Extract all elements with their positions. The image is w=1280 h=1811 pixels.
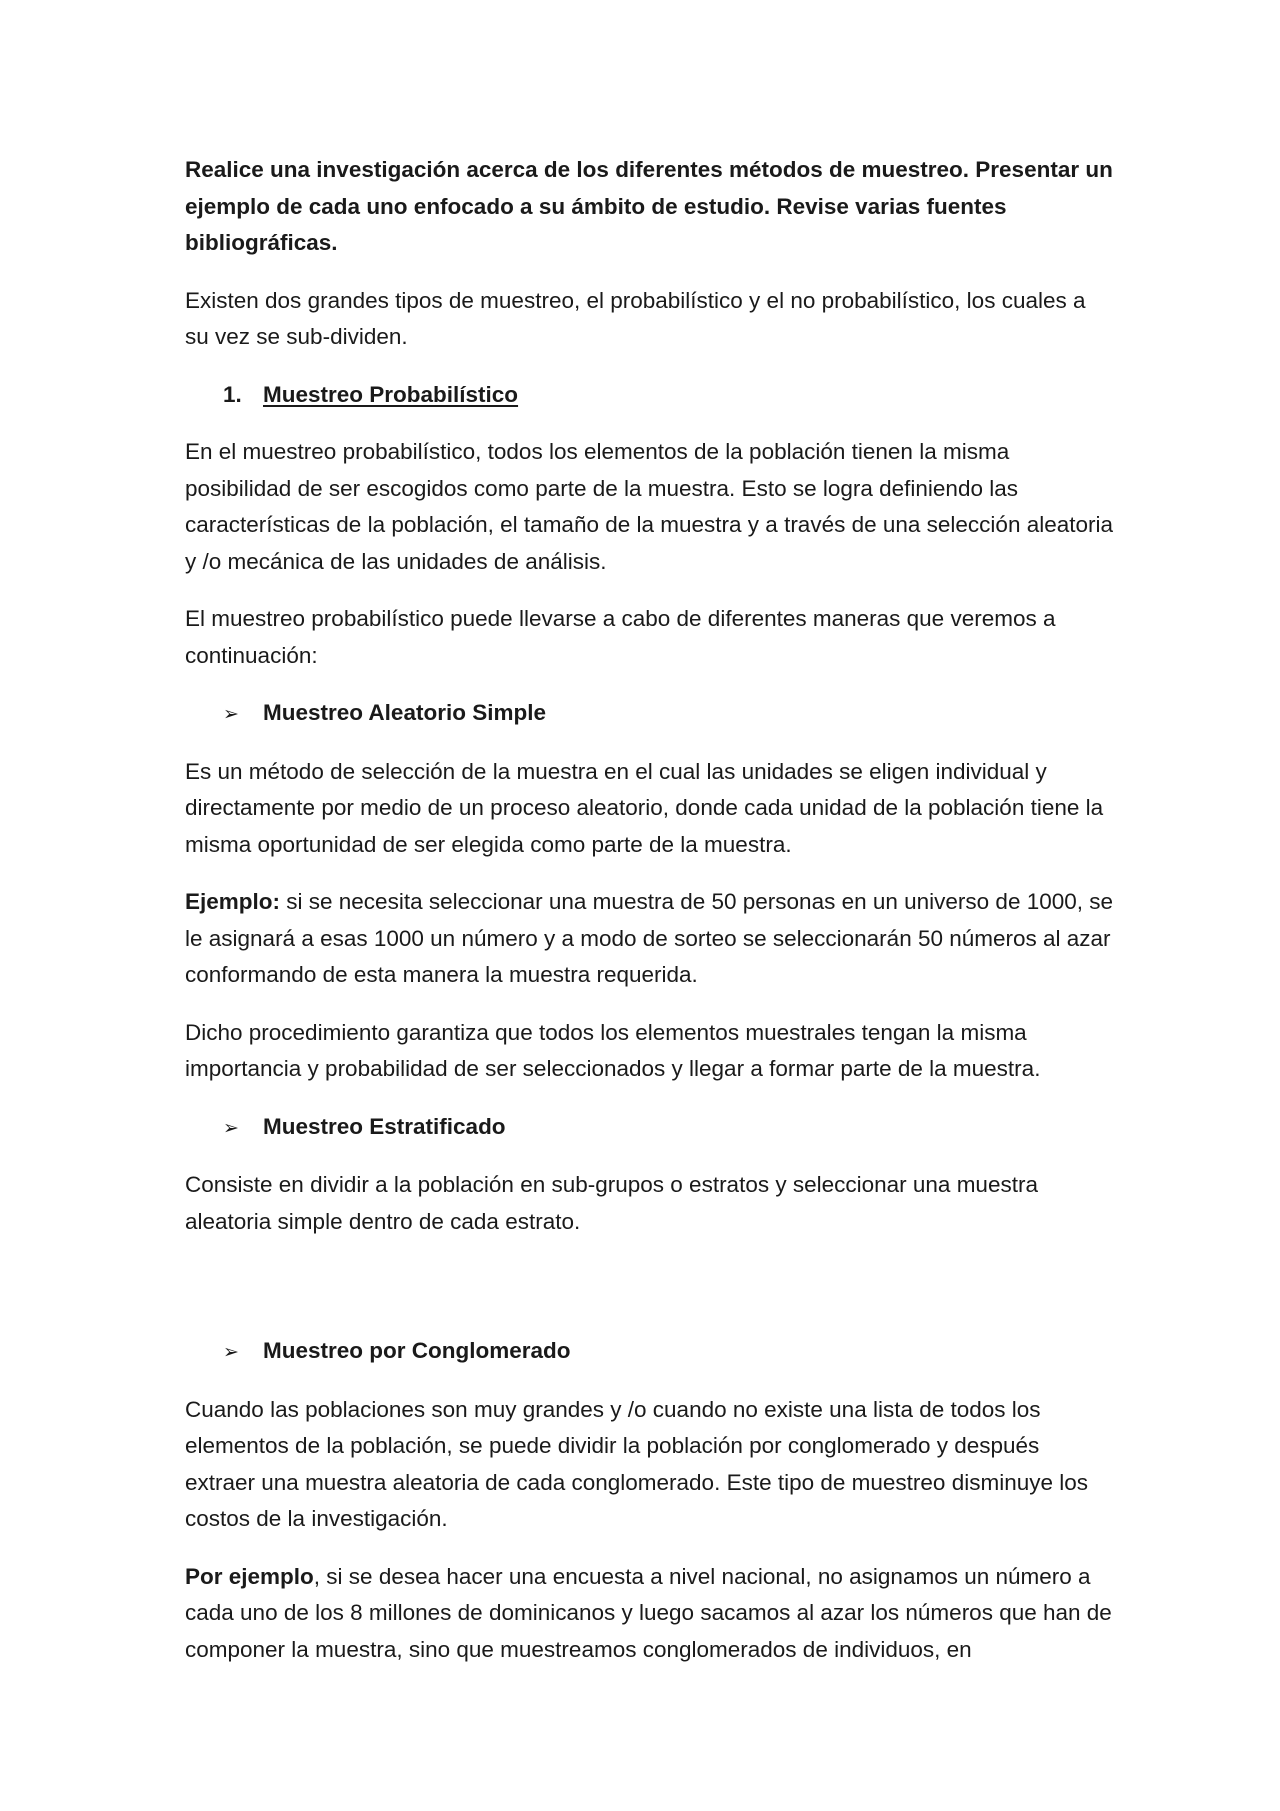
- paragraph-simple-random-definition: Es un método de selección de la muestra en el cual las unidades se eligen individual y directamente por medio de un proceso aleatorio, donde cada unidad de la población tiene la misma oportunidad de ser elegida como parte de la muestra.: [185, 758, 1104, 857]
- paragraph-probabilistic-ways: El muestreo probabilístico puede llevarse a cabo de diferentes maneras que veremos a continuación:: [185, 606, 1056, 668]
- bullet-label: Muestreo por Conglomerado: [263, 1338, 571, 1363]
- document-body: [185, 152, 1115, 1689]
- example-text: , si se desea hacer una encuesta a nivel nacional, no asignamos un número a cada uno de los 8 millones de dominicanos y luego sacamos al azar los números que han de componer la muestra, sino que muestreamos conglomerados de individuos, en: [185, 1563, 1112, 1662]
- arrow-bullet-icon: ➢: [223, 1116, 239, 1139]
- paragraph-example-simple: [185, 884, 1115, 994]
- example-label: Ejemplo:: [185, 889, 281, 914]
- paragraph-cluster-definition: Cuando las poblaciones son muy grandes y /o cuando no existe una lista de todos los elementos de la población, se puede dividir la población por conglomerado y después extraer una muestra aleatoria de cada conglomerado. Este tipo de muestreo disminuye los costos de la investigación.: [185, 1396, 1088, 1531]
- example-text: si se necesita seleccionar una muestra de 50 personas en un universo de 1000, se le asignará a esas 1000 un número y a modo de sorteo se seleccionarán 50 números al azar conformando de esta manera la muestra requerida.: [185, 889, 1114, 987]
- heading-title: Muestreo Probabilístico: [263, 381, 519, 407]
- paragraph-sampling-types: Existen dos grandes tipos de muestreo, el probabilístico y el no probabilístico, los cuales a su vez se sub-dividen.: [185, 287, 1086, 349]
- bullet-stratified: [223, 1109, 1115, 1147]
- arrow-bullet-icon: ➢: [223, 1341, 239, 1363]
- paragraph-stratified-definition: Consiste en dividir a la población en sub-grupos o estratos y seleccionar una muestra aleatoria simple dentro de cada estrato.: [185, 1172, 1038, 1234]
- heading-probabilistic-sampling: [223, 377, 1115, 414]
- paragraph-simple-guarantee: Dicho procedimiento garantiza que todos los elementos muestrales tengan la misma importancia y probabilidad de ser seleccionados y llegar a formar parte de la muestra.: [185, 1019, 1041, 1081]
- paragraph-example-cluster: [185, 1559, 1115, 1669]
- example-label: Por ejemplo: [185, 1563, 314, 1589]
- heading-number: 1.: [223, 381, 242, 407]
- assignment-prompt: Realice una investigación acerca de los diferentes métodos de muestreo. Presentar un ejemplo de cada uno enfocado a su ámbito de estudio. Revise varias fuentes bibliográficas.: [185, 157, 1113, 255]
- bullet-simple-random: [223, 695, 1115, 733]
- bullet-label: Muestreo Aleatorio Simple: [263, 700, 546, 725]
- arrow-bullet-icon: ➢: [223, 703, 239, 725]
- paragraph-probabilistic-definition: En el muestreo probabilístico, todos los elementos de la población tienen la misma posibilidad de ser escogidos como parte de la muestra. Esto se logra definiendo las características de la población, el tamaño de la muestra y a través de una selección aleatoria y /o mecánica de las unidades de análisis.: [185, 439, 1114, 574]
- bullet-cluster: [223, 1333, 1115, 1371]
- bullet-label: Muestreo Estratificado: [263, 1113, 506, 1139]
- blank-line: [185, 1261, 1115, 1333]
